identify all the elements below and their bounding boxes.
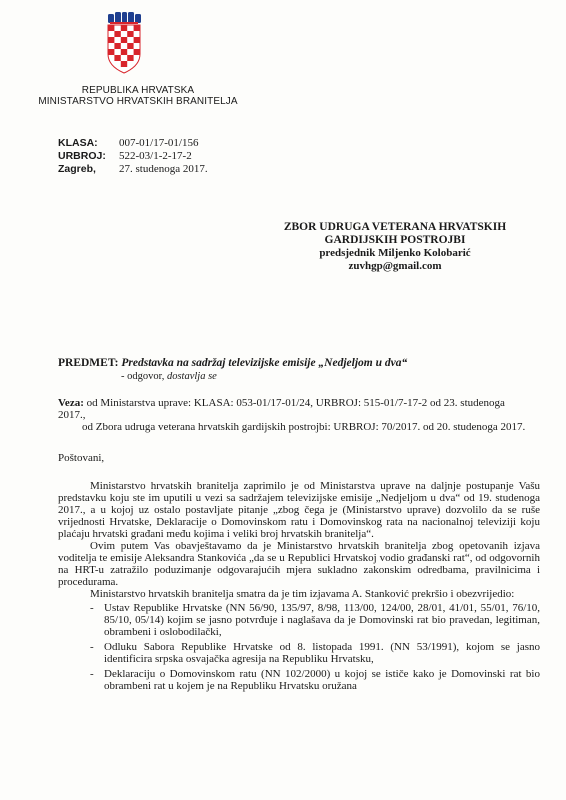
subject-title: Predstavka na sadržaj televizijske emisije „Nedjeljom u dva“ [121,357,408,369]
ministry-name: MINISTARSTVO HRVATSKIH BRANITELJA [38,96,238,107]
coat-of-arms-icon [107,12,141,74]
reference-block [58,137,208,176]
list-item: - Ustav Republike Hrvatske (NN 56/90, 135/97, 8/98, 113/00, 124/00, 28/01, 41/01, 55/01, 76/10, 85/10, 05/14) kojim se jasno potvrđuje i naglašava da je Domovinski rat bio pravedan, legitiman, obrambeni i oslobodilački, [90,602,540,638]
reference-row [58,163,208,176]
reference-row [58,150,208,163]
body-paragraph: Ovim putem Vas obavještavamo da je Ministarstvo hrvatskih branitelja zbog opetovanih izjava voditelja te emisije Aleksandra Stankovića „da se u Republici Hrvatskoj vodio građanski rat“, od odgovornih na HRT-u zatražilo poduzimanje odgovarajućih mjera sukladno zakonskim odredbama, pravilnicima i procedurama. [58,540,540,588]
reference-key: URBROJ: [58,150,106,162]
letter-body [58,480,540,695]
subject-sub-a: - odgovor, [121,371,167,382]
violations-list [90,602,540,692]
body-paragraph: Ministarstvo hrvatskih branitelja zaprimilo je od Ministarstva uprave na daljnje postupanje Vašu predstavku koju ste im uputili u vezi sa sadržajem televizijske emisije „Nedjeljom u dva“ od 19. studenoga 2017., a u kojoj uz ostalo postavljate pitanje „zbog čega je (Ministarstvo uprave) dozvolilo da se ruše vrijednosti Hrvatske, Deklaracije o Domovinskom ratu i Domovinskog rata na nacionalnoj televiziji koju plaćaju hrvatski građani među kojima i veliki broj hrvatskih branitelja“. [58,480,540,540]
reference-value: 522-03/1-2-17-2 [119,150,192,162]
country-name: REPUBLIKA HRVATSKA [81,85,195,96]
veza-block [58,397,528,433]
subject-key: PREDMET: [58,357,119,369]
recipient-line: ZBOR UDRUGA VETERANA HRVATSKIH [283,221,507,233]
veza-key: Veza: [58,397,84,409]
veza-line-1: od Ministarstva uprave: KLASA: 053-01/17-01/24, URBROJ: 515-01/7-17-2 od 23. studenoga 2017., [58,397,505,421]
list-item: - Odluku Sabora Republike Hrvatske od 8. listopada 1991. (NN 53/1991), kojom se jasno identificira srpska osvajačka agresija na Republiku Hrvatsku, [90,641,540,665]
recipient-block [236,221,554,273]
reference-key: Zagreb, [58,163,96,175]
body-paragraph: Ministarstvo hrvatskih branitelja smatra da je tim izjavama A. Stanković prekršio i obezvrijedio: [90,588,515,600]
recipient-email: zuvhgp@gmail.com [348,260,442,272]
ministry-heading [28,85,248,107]
reference-value: 27. studenoga 2017. [119,163,208,175]
reference-value: 007-01/17-01/156 [119,137,199,149]
subject-sub-b: dostavlja se [166,371,217,382]
recipient-line: GARDIJSKIH POSTROJBI [324,234,466,246]
reference-row [58,137,208,150]
subject-block [58,357,548,383]
veza-line-2: od Zbora udruga veterana hrvatskih gardijskih postrojbi: URBROJ: 70/2017. od 20. studenoga 2017. [82,421,526,433]
recipient-president: predsjednik Miljenko Kolobarić [319,247,471,259]
list-item: - Deklaraciju o Domovinskom ratu (NN 102/2000) u kojoj se ističe kako je Domovinski rat bio obrambeni rat u kojem je na Republiku Hrvatsku oružana [90,668,540,692]
reference-key: KLASA: [58,137,98,149]
greeting: Poštovani, [58,452,105,464]
